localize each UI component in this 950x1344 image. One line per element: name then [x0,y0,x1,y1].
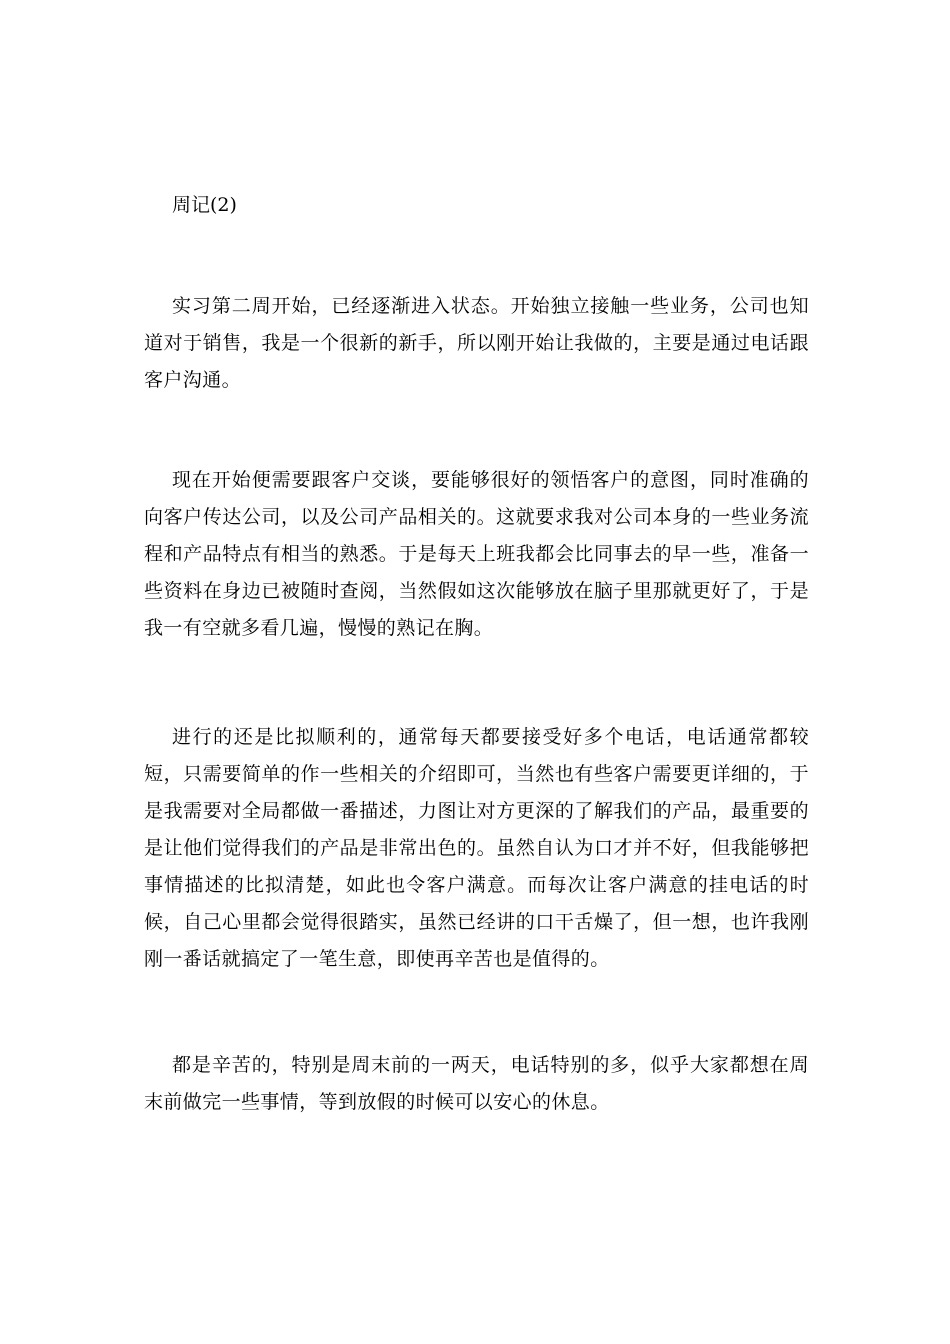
paragraph-1: 实习第二周开始，已经逐渐进入状态。开始独立接触一些业务，公司也知道对于销售，我是一个很新的新手，所以刚开始让我做的，主要是通过电话跟客户沟通。 [144,295,809,391]
paragraph-3: 进行的还是比拟顺利的，通常每天都要接受好多个电话，电话通常都较短，只需要简单的作一些相关的介绍即可，当然也有些客户需要更详细的，于是我需要对全局都做一番描述，力图让对方更深的了解我们的产品，最重要的是让他们觉得我们的产品是非常出色的。虽然自认为口才并不好，但我能够把事情描述的比拟清楚，如此也令客户满意。而每次让客户满意的挂电话的时候，自己心里都会觉得很踏实，虽然已经讲的口干舌燥了，但一想，也许我刚刚一番话就搞定了一笔生意，即使再辛苦也是值得的。 [144,726,809,970]
paragraph-2: 现在开始便需要跟客户交谈，要能够很好的领悟客户的意图，同时准确的向客户传达公司，以及公司产品相关的。这就要求我对公司本身的一些业务流程和产品特点有相当的熟悉。于是每天上班我都会比同事去的早一些，准备一些资料在身边已被随时查阅，当然假如这次能够放在脑子里那就更好了，于是我一有空就多看几遍，慢慢的熟记在胸。 [144,469,809,639]
paragraph-4: 都是辛苦的，特别是周末前的一两天，电话特别的多，似乎大家都想在周末前做完一些事情，等到放假的时候可以安心的休息。 [144,1054,809,1113]
document-title: 周记(2) [172,194,237,216]
